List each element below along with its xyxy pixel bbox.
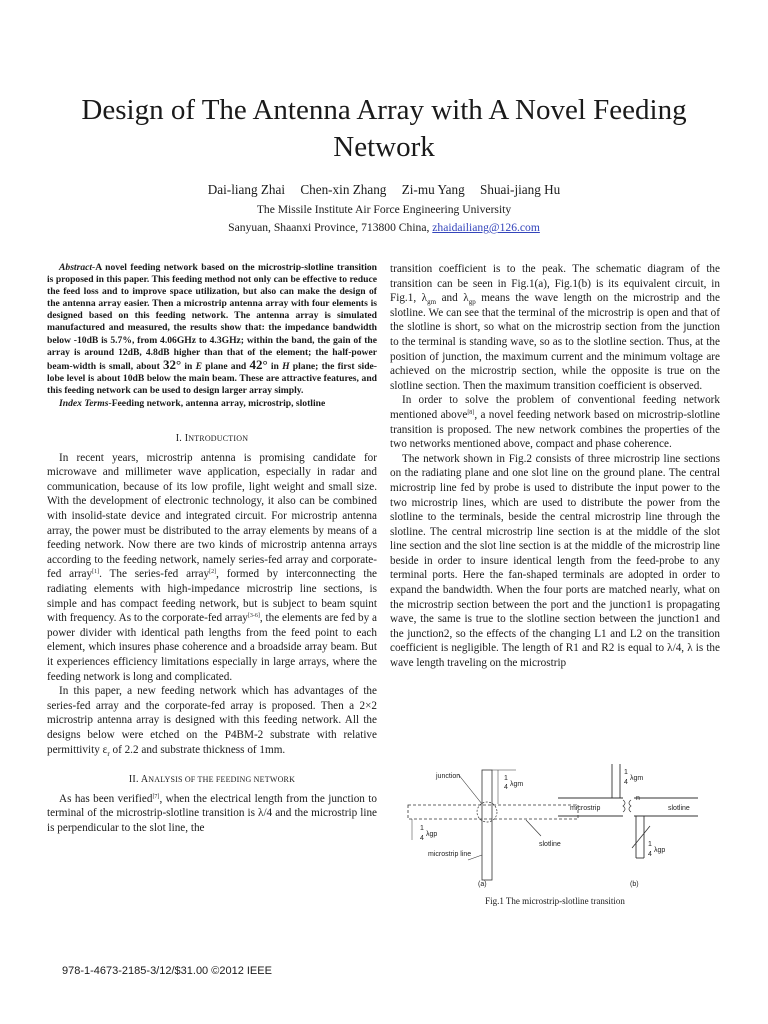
label-microstrip-line: microstrip line [428, 851, 472, 858]
subscript: gm [427, 298, 437, 307]
body-paragraph-1 [390, 262, 720, 393]
subscript: gp [468, 298, 476, 307]
section-heading-analysis [47, 773, 377, 788]
author-name: Shuai-jiang Hu [480, 182, 561, 197]
paper-title: Design of The Antenna Array with A Novel Feeding Network [81, 94, 687, 163]
label-junction: junction [436, 773, 461, 780]
body-text: . The series-fed array [99, 568, 210, 581]
body-paragraph-2 [390, 393, 720, 451]
author-list [0, 182, 768, 198]
affiliation: The Missile Institute Air Force Engineering University [256, 203, 512, 216]
body-text: In recent years, microstrip antenna is promising candidate for microwave and millimeter wave application, especially in radar and communication, because of its low profile, light weight and small size. With the development of electronic technology, it also can be combined with insolid-state device and integrated circuit. For microstrip antenna array, the power must be distributed to the array elements by means of a feeding network. Now there are two kinds of microstrip antenna arrays according to the feeding network, namely series-fed array and corporate-fed array [47, 451, 377, 581]
body-text: , when the electrical length from the junction to terminal of the microstrip-slotline transition is λ/4 and the microstrip line is perpendicular to the slot line, the [47, 792, 377, 834]
label-microstrip-b: microstrip [570, 805, 601, 812]
abstract-text: plane and [202, 360, 250, 372]
section-heading-introduction [47, 432, 377, 447]
leader-line [458, 774, 482, 804]
citation: [3-6] [247, 613, 260, 620]
label-lambda-gm: λgm [510, 781, 524, 788]
abstract-text: in [267, 360, 283, 372]
figure-microstrip-slotline-transition [398, 760, 728, 910]
fraction-denominator: 4 [420, 835, 424, 842]
index-terms-label: Index Terms- [59, 398, 112, 410]
fraction-numerator: 1 [504, 775, 508, 782]
citation: [7] [152, 793, 160, 800]
author-name: Zi-mu Yang [401, 182, 465, 197]
body-text: In order to solve the problem of conventional feeding network mentioned above [390, 394, 720, 421]
analysis-paragraph-1 [47, 792, 377, 836]
section-number: II. [128, 774, 141, 786]
label-slotline-a: slotline [539, 841, 561, 848]
body-text: transition coefficient is to the peak. The schematic diagram of the transition can be seen in Fig.1(a), Fig.1(b) is its equivalent circuit, in Fig.1, λ [390, 263, 720, 305]
figure-caption: Fig.1 The microstrip-slotline transition [485, 896, 625, 906]
abstract-angle-h: 42° [249, 356, 268, 372]
author-name: Dai-liang Zhai [207, 182, 286, 197]
author-name: Chen-xin Zhang [300, 182, 387, 197]
right-column [390, 262, 720, 671]
subscript: r [107, 749, 110, 758]
intro-paragraph-1 [47, 451, 377, 685]
citation: [8] [467, 409, 475, 416]
address-text: Sanyuan, Shaanxi Province, 713800 China, [228, 221, 433, 234]
label-slotline-b: slotline [668, 805, 690, 812]
subfigure-label-a: (a) [478, 881, 487, 888]
fraction-numerator: 1 [624, 769, 628, 776]
citation: [2] [209, 569, 217, 576]
section-title-rest: NTRODUCTION [188, 434, 249, 444]
fraction-denominator: 4 [504, 784, 508, 791]
subfigure-label-b: (b) [630, 881, 639, 888]
left-column [47, 262, 377, 835]
microstrip-shape [482, 770, 492, 880]
body-text: of 2.2 and substrate thickness of 1mm. [109, 743, 286, 756]
citation: [1] [92, 569, 100, 576]
body-text: means the wave length on the microstrip and the slotline. We can see that the terminal of the microstrip is open and that of the slotline is short, so what on the microstrip section from the junction to the terminal is standing wave, so as to the slotline section. Thus, at the position of junction, the maximum current and the minimum voltage are achieved on the microstrip section, while the opposite is true on the slotline section. Then the maximum transition coefficient is observed. [390, 292, 720, 392]
body-paragraph-3: The network shown in Fig.2 consists of three microstrip line sections on the radiating plane and one slot line on the ground plane. The central microstrip line fed by probe is used to distribute the input power to the two microstrip lines, which are used to distribute the power from the slotline to the terminals, beside the central microstrip line through the slotline. The central microstrip line section is at the middle of the slot line section and the slot line section is at the middle of the microstrip line beside in order to insure identical length from the feed-probe to any terminal ports. Here the fan-shaped terminals are adopted in order to expand the bandwidth. When the four ports are matched nearly, what on the microstrip section between the port and the junction1 is propagating wave, the same is true to the slotline section between the junction1 and the junction2, so the effects of the changing L1 and L2 on the transition coefficient is negligible. The length of R1 and R2 is equal to λ/4, λ is the wave length traveling on the microstrip [390, 452, 720, 670]
intro-paragraph-2 [47, 684, 377, 757]
copyright-footer: 978-1-4673-2185-3/12/$31.00 ©2012 IEEE [62, 965, 272, 977]
email-link[interactable]: zhaidailiang@126.com [432, 221, 540, 234]
slotline-shape [408, 805, 578, 819]
transformer-coil [623, 800, 625, 812]
abstract-plane-e: E [195, 360, 202, 372]
fraction-numerator: 1 [648, 841, 652, 848]
fraction-denominator: 4 [624, 779, 628, 786]
fraction-numerator: 1 [420, 825, 424, 832]
index-terms-text: Feeding network, antenna array, microstrip, slotline [111, 398, 326, 410]
body-text: In this paper, a new feeding network which has advantages of the series-fed array and the corporate-fed array is proposed. Then a 2×2 microstrip antenna array is designed with this feeding network. All the designs below were etched on the P4BM-2 substrate with relative permittivity ε [47, 685, 377, 756]
abstract-plane-h: H [282, 360, 290, 372]
label-lambda-gm: λgm [630, 775, 644, 782]
section-title-rest: NALYSIS OF THE FEEDING NETWORK [148, 775, 296, 785]
abstract [47, 262, 377, 397]
abstract-label: Abstract- [59, 262, 96, 273]
label-ratio: n [636, 795, 640, 802]
index-terms [47, 398, 377, 410]
body-text: , a novel feeding network based on microstrip-slotline transition is proposed. The new network combines the properties of the two networks mentioned above, compact and phase coherence. [390, 408, 721, 451]
figure-b-equivalent-circuit [558, 764, 698, 858]
body-text: , the elements are fed by a power divider with identical path lengths from the feed point to each element, which insures phase coherence and a broadside array beam. But it experiences efficiency limitations especially in large arrays, where the feeding network is long and complicated. [47, 612, 378, 683]
abstract-text: in [181, 360, 196, 372]
leader-line [526, 820, 541, 836]
abstract-angle-e: 32° [162, 356, 182, 372]
body-text: and λ [436, 292, 469, 305]
label-lambda-gp: λgp [426, 831, 438, 838]
body-text: , formed by interconnecting the radiating elements with high-impedance microstrip line sections, is simple and has compact feeding network, but is subject to beam squint with frequency. As to the corporate-fed array [47, 568, 378, 625]
label-lambda-gp: λgp [654, 847, 666, 854]
fraction-denominator: 4 [648, 851, 652, 858]
section-title-initial: A [140, 774, 149, 786]
address [0, 221, 768, 234]
transformer-coil [629, 800, 631, 812]
section-title-initial: I [184, 433, 189, 445]
abstract-text: A novel feeding network based on the microstrip-slotline transition is proposed in this paper. This feeding method not only can be effective to reduce the feed loss and to improve space utilization, but also can make the design of the antenna array easier. Then a microstrip antenna array with four elements is designed based on this feeding network. The antenna array is simulated manufactured and measured, the results show that: the impedance bandwidth below -10dB is 5.7%, from 4.06GHz to 4.3GHz; within the band, the gain of the array is around 12dB, 4.8dB higher than that of the element; the half-power beam-width is small, about [47, 262, 377, 372]
abstract-text: plane; the first side-lobe level is about 10dB below the main beam. These are attractive features, and this feeding network can be used to design larger array simply. [47, 360, 378, 396]
body-text: As has been verified [59, 792, 153, 805]
figure-a-schematic [408, 770, 578, 880]
section-number: I. [175, 433, 185, 445]
